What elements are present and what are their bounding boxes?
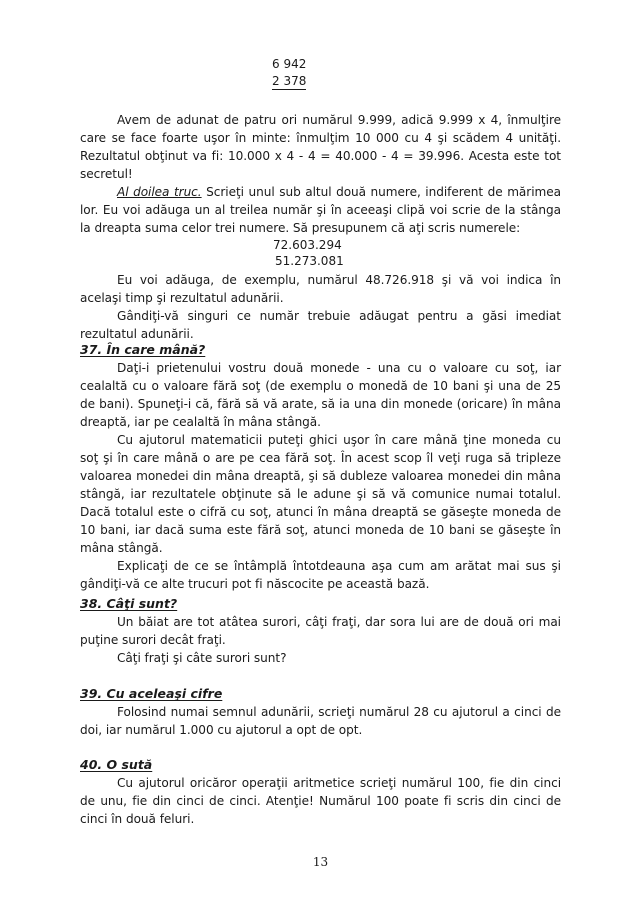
paragraph-explanation: Avem de adunat de patru ori numărul 9.999, adică 9.999 x 4, înmulţire care se face foarte uşor în minte: înmulţim 10 000 cu 4 şi scădem 4 unităţi. Rezultatul obţinut va fi: 10.000 x 4 - 4 = 40.000 - 4 = 39.996. Acesta este tot secretul!: [80, 113, 561, 181]
section-40: [80, 756, 561, 828]
paragraph-think: Gândiţi-vă singuri ce număr trebuie adăugat pentru a găsi imediat rezultatul adunării.: [80, 309, 561, 341]
section-37-title: 37. În care mână?: [80, 342, 206, 357]
page-number: 13: [312, 855, 329, 869]
section-38-p2: Câţi fraţi şi câte surori sunt?: [117, 651, 287, 665]
section-40-p1: Cu ajutorul oricăror operaţii aritmetice scrieţi numărul 100, fie din cinci de unu, fie din cinci de cinci. Atenţie! Numărul 100 poate fi scris din cinci de cinci în două feluri.: [80, 776, 561, 826]
second-trick-text: Scrieţi unul sub altul două numere, indiferent de mărimea lor. Eu voi adăuga un al treilea număr şi în aceeaşi clipă voi scrie de la stânga la dreapta suma celor trei numere. Să presupunem că aţi scris numerele:: [80, 185, 562, 235]
section-40-title: 40. O sută: [80, 757, 153, 772]
section-39-p1: Folosind numai semnul adunării, scrieţi numărul 28 cu ajutorul a cinci de doi, iar numărul 1.000 cu ajutorul a opt de opt.: [80, 705, 561, 737]
section-37-p2: Cu ajutorul matematicii puteţi ghici uşor în care mână ţine moneda cu soţ şi în care mână o are pe cea fără soţ. În acest scop îl veţi ruga să tripleze valoarea monedei din mâna dreaptă, şi să dubleze valoarea monedei din mâna stângă, iar rezultatele obţinute să le adune şi să vă comunice numai totalul. Dacă totalul este o cifră cu soţ, atunci în mâna dreaptă se găseşte moneda de 10 bani, iar dacă suma este fără soţ, atunci moneda de 10 bani se găseşte în mâna stângă.: [80, 433, 561, 555]
mid-number-1: 72.603.294: [273, 238, 342, 252]
section-37: [80, 341, 561, 593]
paragraph-second-trick: [80, 183, 561, 237]
section-39-title: 39. Cu aceleaşi cifre: [80, 686, 223, 701]
mid-number-2: 51.273.081: [275, 254, 344, 268]
top-number-2: 2 378: [272, 74, 307, 88]
section-38-p1: Un băiat are tot atâtea surori, câţi fraţi, dar sora lui are de două ori mai puţine surori decât fraţi.: [80, 615, 561, 647]
intro-section: [80, 111, 561, 343]
second-trick-title: Al doilea truc.: [117, 185, 202, 199]
paragraph-add-number: Eu voi adăuga, de exemplu, numărul 48.726.918 şi vă voi indica în acelaşi timp şi rezultatul adunării.: [80, 273, 561, 305]
section-37-p3: Explicaţi de ce se întâmplă întotdeauna aşa cum am arătat mai sus şi gândiţi-vă ce alte trucuri pot fi născocite pe această bază.: [80, 559, 561, 591]
section-38-title: 38. Câţi sunt?: [80, 596, 178, 611]
section-39: [80, 685, 561, 739]
document-page: [80, 0, 561, 903]
top-number-1: 6 942: [272, 57, 307, 71]
section-38: [80, 595, 561, 667]
section-37-p1: Daţi-i prietenului vostru două monede - una cu o valoare cu soţ, iar cealaltă cu o valoare fără soţ (de exemplu o monedă de 10 bani şi una de 25 de bani). Spuneţi-i că, fără să vă arate, să ia una din monede (oricare) în mâna dreaptă, iar pe cealaltă în mâna stângă.: [80, 361, 561, 429]
